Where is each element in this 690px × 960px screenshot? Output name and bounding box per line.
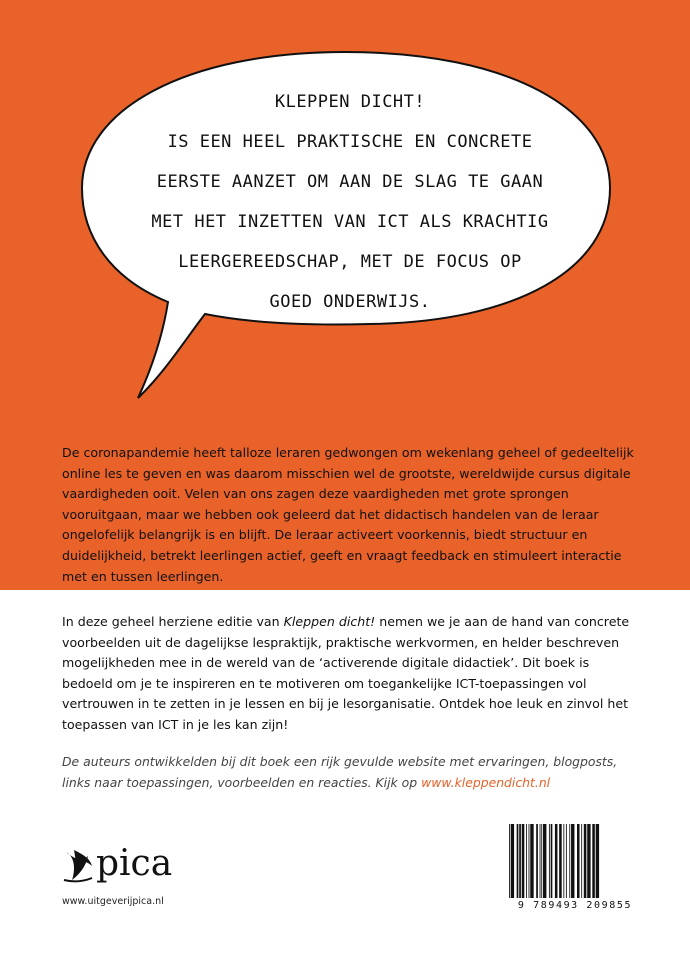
barcode-bar bbox=[517, 824, 519, 898]
bubble-line: GOED ONDERWIJS. bbox=[269, 292, 431, 312]
barcode-bar bbox=[536, 824, 538, 898]
isbn-barcode bbox=[505, 820, 645, 912]
book-title: Kleppen dicht! bbox=[283, 614, 376, 629]
barcode-bar bbox=[526, 824, 527, 898]
body-text-before: In deze geheel herziene editie van bbox=[62, 614, 284, 629]
barcode-bar bbox=[569, 824, 570, 898]
barcode-bar bbox=[509, 824, 510, 898]
bubble-line: MET HET INZETTEN VAN ICT ALS KRACHTIG bbox=[151, 212, 549, 232]
barcode-bar bbox=[555, 824, 558, 898]
barcode-bar bbox=[543, 824, 546, 898]
barcode-bar bbox=[566, 824, 567, 898]
barcode-bar bbox=[549, 824, 550, 898]
barcode-bar bbox=[587, 824, 590, 898]
barcode-bar bbox=[530, 824, 533, 898]
barcode-bar bbox=[540, 824, 541, 898]
barcode-bar bbox=[592, 824, 595, 898]
barcode-bar bbox=[581, 824, 582, 898]
barcode-bar bbox=[529, 824, 530, 898]
barcode-bar bbox=[563, 824, 564, 898]
body-text-after: nemen we je aan de hand van concrete voorbeelden uit de dagelijkse lespraktijk, praktische werkvormen, en helder beschreven mogelijkheden mee in de wereld van de ‘activerende digitale didactiek’. Dit boek is bedoeld om je te inspireren en te motiveren om toegankelijke ICT-toepassingen vol vertrouwen in te zetten in je lessen en bij je lesorganisatie. Ontdek hoe leuk en zinvol het toepassen van ICT in je les kan zijn! bbox=[62, 614, 630, 732]
publisher-website: www.uitgeverijpica.nl bbox=[62, 896, 164, 907]
barcode-bar bbox=[519, 824, 521, 898]
bubble-line: EERSTE AANZET OM AAN DE SLAG TE GAAN bbox=[156, 172, 544, 192]
barcode-bar bbox=[511, 824, 514, 898]
website-paragraph bbox=[62, 752, 642, 793]
barcode-bar bbox=[559, 824, 562, 898]
barcode-bar bbox=[551, 824, 553, 898]
publisher-logo bbox=[62, 843, 212, 888]
body-paragraph bbox=[62, 612, 642, 736]
publisher-name: pica bbox=[96, 843, 173, 884]
bubble-line: LEERGEREEDSCHAP, MET DE FOCUS OP bbox=[178, 252, 522, 272]
pica-ship-logo-icon bbox=[62, 848, 94, 884]
website-link[interactable]: www.kleppendicht.nl bbox=[421, 774, 551, 790]
barcode-bar bbox=[584, 824, 587, 898]
bubble-line: IS EEN HEEL PRAKTISCHE EN CONCRETE bbox=[167, 132, 533, 152]
barcode-bars bbox=[507, 824, 643, 898]
barcode-bar bbox=[571, 824, 574, 898]
barcode-bar bbox=[522, 824, 525, 898]
website-text: De auteurs ontwikkelden bij dit boek een rijk gevulde website met ervaringen, blogposts, links naar toepassingen, voorbeelden en reacties. Kijk op bbox=[62, 754, 618, 790]
barcode-bar bbox=[596, 824, 599, 898]
speech-bubble-text bbox=[130, 82, 570, 322]
barcode-bar bbox=[577, 824, 580, 898]
intro-paragraph: De coronapandemie heeft talloze leraren gedwongen om wekenlang geheel of gedeeltelijk online les te geven en was daarom misschien wel de grootste, wereldwijde cursus digitale vaardigheden ooit. Velen van ons zagen deze vaardigheden met grote sprongen vooruitgaan, maar we hebben ook geleerd dat het didactisch handelen van de leraar ongelofelijk belangrijk is en blijft. De leraar activeert voorkennis, biedt structuur en duidelijkheid, betrekt leerlingen actief, geeft en vraagt feedback en stimuleert interactie met en tussen leerlingen. bbox=[62, 445, 634, 584]
bubble-line: KLEPPEN DICHT! bbox=[274, 92, 426, 112]
isbn-number: 9 789493 209855 bbox=[517, 900, 633, 911]
barcode-bar bbox=[541, 824, 542, 898]
